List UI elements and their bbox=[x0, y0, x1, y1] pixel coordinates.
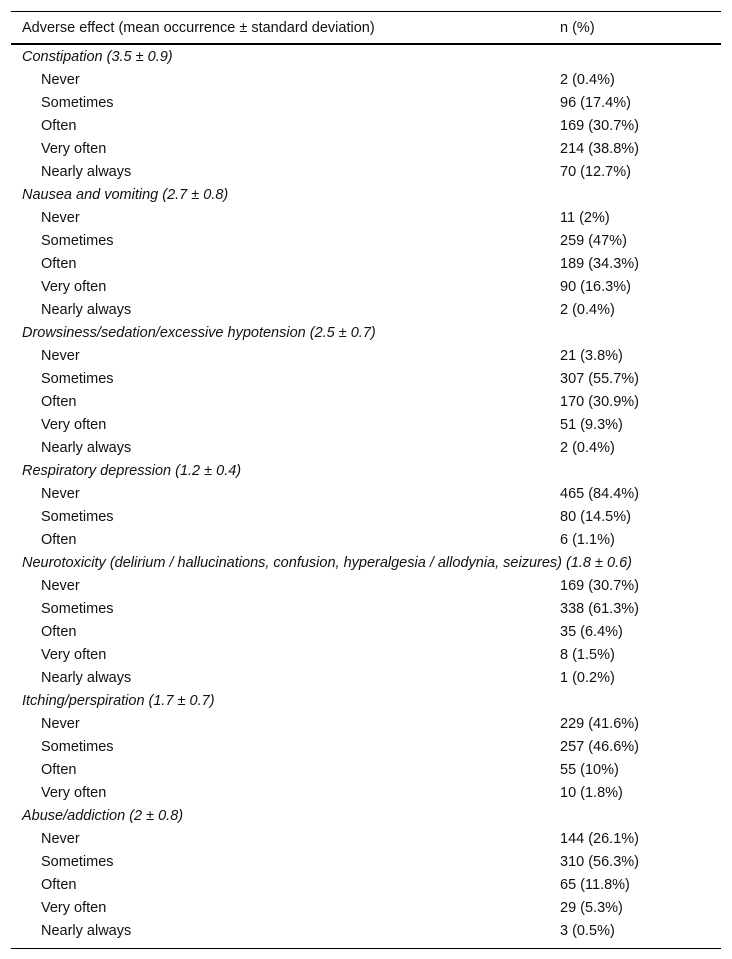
table-row bbox=[11, 528, 721, 551]
category-row bbox=[11, 689, 721, 712]
frequency-label: Nearly always bbox=[41, 301, 132, 318]
category-label: Neurotoxicity (delirium / hallucinations, confusion, hyperalgesia / allodynia, seizures) (1.8 ± 0.6) bbox=[22, 554, 632, 571]
table-row bbox=[11, 758, 721, 781]
count-percent: 310 (56.3%) bbox=[560, 853, 639, 870]
count-percent: 96 (17.4%) bbox=[560, 94, 631, 111]
category-row bbox=[11, 321, 721, 344]
table-row bbox=[11, 91, 721, 114]
table-row bbox=[11, 114, 721, 137]
frequency-label: Never bbox=[41, 830, 80, 847]
category-label: Respiratory depression (1.2 ± 0.4) bbox=[22, 462, 242, 479]
frequency-label: Never bbox=[41, 577, 80, 594]
count-percent: 2 (0.4%) bbox=[560, 301, 615, 318]
table-row bbox=[11, 735, 721, 758]
frequency-label: Often bbox=[41, 255, 77, 272]
table-row bbox=[11, 643, 721, 666]
table-row bbox=[11, 436, 721, 459]
category-row bbox=[11, 45, 721, 68]
frequency-label: Sometimes bbox=[41, 232, 114, 249]
frequency-label: Very often bbox=[41, 278, 107, 295]
table-bottom-rule bbox=[11, 942, 721, 949]
table-row bbox=[11, 712, 721, 735]
header-adverse-effect: Adverse effect (mean occurrence ± standard deviation) bbox=[22, 19, 375, 36]
table-row bbox=[11, 919, 721, 942]
frequency-label: Sometimes bbox=[41, 370, 114, 387]
table-row bbox=[11, 390, 721, 413]
count-percent: 257 (46.6%) bbox=[560, 738, 639, 755]
count-percent: 29 (5.3%) bbox=[560, 899, 623, 916]
count-percent: 3 (0.5%) bbox=[560, 922, 615, 939]
count-percent: 8 (1.5%) bbox=[560, 646, 615, 663]
frequency-label: Nearly always bbox=[41, 439, 132, 456]
table-row bbox=[11, 206, 721, 229]
count-percent: 169 (30.7%) bbox=[560, 577, 639, 594]
category-label: Abuse/addiction (2 ± 0.8) bbox=[22, 807, 184, 824]
frequency-label: Sometimes bbox=[41, 508, 114, 525]
frequency-label: Often bbox=[41, 393, 77, 410]
adverse-effects-table bbox=[11, 11, 721, 949]
frequency-label: Nearly always bbox=[41, 669, 132, 686]
count-percent: 6 (1.1%) bbox=[560, 531, 615, 548]
category-label: Drowsiness/sedation/excessive hypotension (2.5 ± 0.7) bbox=[22, 324, 376, 341]
count-percent: 21 (3.8%) bbox=[560, 347, 623, 364]
count-percent: 144 (26.1%) bbox=[560, 830, 639, 847]
count-percent: 65 (11.8%) bbox=[560, 876, 630, 893]
frequency-label: Sometimes bbox=[41, 853, 114, 870]
table-row bbox=[11, 160, 721, 183]
count-percent: 55 (10%) bbox=[560, 761, 619, 778]
count-percent: 35 (6.4%) bbox=[560, 623, 623, 640]
table-row bbox=[11, 666, 721, 689]
count-percent: 2 (0.4%) bbox=[560, 439, 615, 456]
count-percent: 2 (0.4%) bbox=[560, 71, 615, 88]
frequency-label: Sometimes bbox=[41, 600, 114, 617]
table-row bbox=[11, 827, 721, 850]
frequency-label: Never bbox=[41, 485, 80, 502]
count-percent: 189 (34.3%) bbox=[560, 255, 639, 272]
frequency-label: Sometimes bbox=[41, 94, 114, 111]
frequency-label: Never bbox=[41, 71, 80, 88]
table-row bbox=[11, 68, 721, 91]
category-row bbox=[11, 551, 721, 574]
frequency-label: Often bbox=[41, 531, 77, 548]
frequency-label: Often bbox=[41, 623, 77, 640]
category-label: Nausea and vomiting (2.7 ± 0.8) bbox=[22, 186, 229, 203]
table-body bbox=[11, 45, 721, 942]
table-row bbox=[11, 252, 721, 275]
category-row bbox=[11, 804, 721, 827]
count-percent: 70 (12.7%) bbox=[560, 163, 631, 180]
count-percent: 11 (2%) bbox=[560, 209, 610, 226]
frequency-label: Never bbox=[41, 209, 80, 226]
frequency-label: Never bbox=[41, 347, 80, 364]
frequency-label: Often bbox=[41, 876, 77, 893]
table-row bbox=[11, 850, 721, 873]
table-row bbox=[11, 137, 721, 160]
table-row bbox=[11, 298, 721, 321]
count-percent: 170 (30.9%) bbox=[560, 393, 639, 410]
table-row bbox=[11, 505, 721, 528]
count-percent: 465 (84.4%) bbox=[560, 485, 639, 502]
frequency-label: Sometimes bbox=[41, 738, 114, 755]
header-n-percent: n (%) bbox=[560, 19, 595, 36]
table-row bbox=[11, 873, 721, 896]
table-row bbox=[11, 367, 721, 390]
table-row bbox=[11, 229, 721, 252]
table-row bbox=[11, 482, 721, 505]
frequency-label: Very often bbox=[41, 416, 107, 433]
count-percent: 169 (30.7%) bbox=[560, 117, 639, 134]
table-row bbox=[11, 574, 721, 597]
count-percent: 259 (47%) bbox=[560, 232, 627, 249]
count-percent: 214 (38.8%) bbox=[560, 140, 639, 157]
table-row bbox=[11, 344, 721, 367]
table-row bbox=[11, 413, 721, 436]
table-row bbox=[11, 597, 721, 620]
category-row bbox=[11, 183, 721, 206]
frequency-label: Very often bbox=[41, 899, 107, 916]
frequency-label: Often bbox=[41, 117, 77, 134]
count-percent: 10 (1.8%) bbox=[560, 784, 623, 801]
frequency-label: Very often bbox=[41, 784, 107, 801]
frequency-label: Nearly always bbox=[41, 163, 132, 180]
category-row bbox=[11, 459, 721, 482]
table-row bbox=[11, 620, 721, 643]
count-percent: 51 (9.3%) bbox=[560, 416, 623, 433]
frequency-label: Very often bbox=[41, 140, 107, 157]
table-row bbox=[11, 275, 721, 298]
frequency-label: Nearly always bbox=[41, 922, 132, 939]
table-row bbox=[11, 781, 721, 804]
table-row bbox=[11, 896, 721, 919]
count-percent: 338 (61.3%) bbox=[560, 600, 639, 617]
frequency-label: Very often bbox=[41, 646, 107, 663]
count-percent: 90 (16.3%) bbox=[560, 278, 631, 295]
frequency-label: Never bbox=[41, 715, 80, 732]
table-header-row bbox=[11, 12, 721, 45]
count-percent: 80 (14.5%) bbox=[560, 508, 631, 525]
category-label: Constipation (3.5 ± 0.9) bbox=[22, 48, 173, 65]
count-percent: 1 (0.2%) bbox=[560, 669, 615, 686]
frequency-label: Often bbox=[41, 761, 77, 778]
count-percent: 307 (55.7%) bbox=[560, 370, 639, 387]
category-label: Itching/perspiration (1.7 ± 0.7) bbox=[22, 692, 215, 709]
count-percent: 229 (41.6%) bbox=[560, 715, 639, 732]
